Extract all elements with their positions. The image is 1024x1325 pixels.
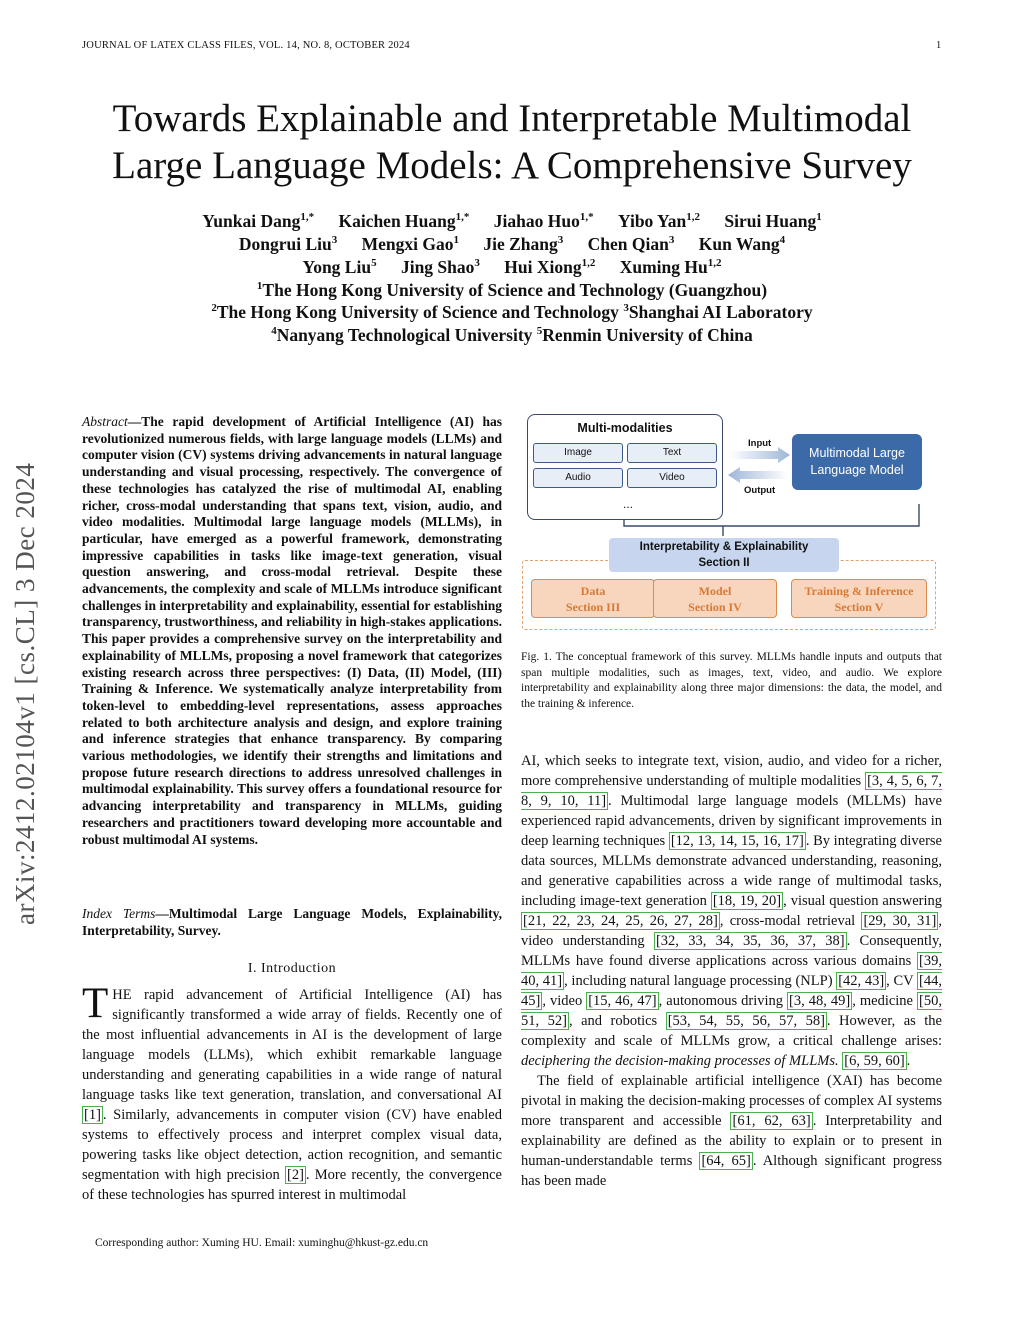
author: Kun Wang$^4$: [698, 233, 786, 254]
citation-link[interactable]: [29, 30, 31]: [863, 913, 937, 929]
author: Xuming Hu$^{1,2}$: [619, 256, 722, 277]
interpretability-box: Interpretability & Explainability Section II: [609, 538, 839, 572]
title-line-1: Towards Explainable and Interpretable Multimodal: [112, 97, 912, 140]
affiliation-4-5: $^4$Nanyang Technological University $^5$Renmin University of China: [271, 324, 753, 345]
title-line-2: Large Language Models: A Comprehensive Survey: [112, 144, 912, 187]
corresponding-author-footnote: Corresponding author: Xuming HU. Email: xuminghu@hkust-gz.edu.cn: [95, 1237, 429, 1249]
affiliation-2-3: $^2$The Hong Kong University of Science and Technology $^3$Shanghai AI Laboratory: [211, 301, 813, 322]
author: Sirui Huang$^1$: [724, 210, 822, 231]
citation-link[interactable]: [44, 45]: [521, 973, 942, 1009]
author: Kaichen Huang$^{1,*}$: [338, 210, 470, 231]
abstract: [82, 414, 502, 848]
author: Jie Zhang$^3$: [483, 233, 564, 254]
citation-link[interactable]: [3, 4, 5, 6, 7, 8, 9, 10, 11]: [521, 773, 942, 809]
citation-link[interactable]: [32, 33, 34, 35, 36, 37, 38]: [655, 933, 845, 949]
dropcap: T: [82, 980, 109, 1027]
training-inference-section-box: Training & Inference Section V: [791, 579, 927, 618]
section-heading-introduction: I. Introduction: [247, 961, 337, 976]
citation-link[interactable]: [2]: [286, 1167, 304, 1183]
citation-link[interactable]: [15, 46, 47]: [588, 993, 657, 1009]
author: Mengxi Gao$^1$: [361, 233, 459, 254]
modality-image: Image: [533, 443, 623, 463]
arxiv-stamp: arXiv:2412.02104v1 [cs.CL] 3 Dec 2024: [10, 462, 40, 925]
citation-link[interactable]: [53, 54, 55, 56, 57, 58]: [667, 1013, 825, 1029]
paper-title: [40, 95, 984, 189]
modality-video: Video: [627, 468, 717, 488]
paragraph: AI, which seeks to integrate text, vision, audio, and video for a richer, more comprehensive understanding of multiple modalities [3, 4, 5, 6, 7, 8, 9, 10, 11] . Multimodal large language models (MLLMs) have experienced rapid advancements, driven by significant improvements in deep learning techniques [12, 13, 14, 15, 16, 17] . By integrating diverse data sources, MLLMs demonstrate advanced understanding, reasoning, and generative capabilities across a wide range of multimodal tasks, including image-text generation [18, 19, 20] , visual question answering [21, 22, 23, 24, 25, 26, 27, 28] , cross-modal retrieval [29, 30, 31] , video understanding [32, 33, 34, 35, 36, 37, 38] . Consequently, MLLMs have found diverse applications across various domains [39, 40, 41] , including natural language processing (NLP) [42, 43] , CV [44, 45] , video [15, 46, 47] , autonomous driving [3, 48, 49] , medicine [50, 51, 52] , and robotics [53, 54, 55, 56, 57, 58] . However, as the complexity and scale of MLLMs grow, a critical challenge arises: deciphering the decision-making processes of MLLMs. [6, 59, 60] .: [521, 753, 942, 1069]
more-modalities: ...: [623, 497, 634, 511]
author: Dongrui Liu$^3$: [238, 233, 338, 254]
index-terms-text: —Multimodal Large Language Models, Explainability, Interpretability, Survey.: [82, 906, 502, 938]
multimodal-title: Multi-modalities: [577, 421, 673, 435]
citation-link[interactable]: [64, 65]: [701, 1153, 751, 1169]
paragraph: The field of explainable artificial intelligence (XAI) has become pivotal in making the decision-making processes of complex AI systems more transparent and accessible [61, 62, 63] . Interpretability and explainability are defined as the ability to explain or to present in human-understandable terms [64, 65] . Although significant progress has been made: [521, 1073, 942, 1189]
citation-link[interactable]: [3, 48, 49]: [789, 993, 851, 1009]
citation-link[interactable]: [18, 19, 20]: [712, 893, 782, 909]
figure-1-framework: [520, 408, 942, 633]
author: Yong Liu$^5$: [302, 256, 377, 277]
citation-link[interactable]: [1]: [84, 1107, 101, 1123]
modality-audio: Audio: [533, 468, 623, 488]
output-label: Output: [744, 485, 776, 496]
citation-link[interactable]: [42, 43]: [838, 973, 885, 989]
data-section-box: Data Section III: [531, 579, 655, 618]
modality-text: Text: [627, 443, 717, 463]
io-arrows: [726, 446, 792, 488]
citation-link[interactable]: [21, 22, 23, 24, 25, 26, 27, 28]: [523, 913, 718, 929]
author: Jing Shao$^3$: [400, 256, 480, 277]
author: Hui Xiong$^{1,2}$: [504, 256, 596, 277]
affiliation-1: $^1$The Hong Kong University of Science and Technology (Guangzhou): [256, 279, 768, 300]
figure-caption: Fig. 1. The conceptual framework of this survey. MLLMs handle inputs and outputs that span multiple modalities, such as images, text, video, and audio. We explore interpretability and explainability along three major dimensions: the data, the model, and the training & inference.: [521, 651, 942, 710]
right-column-text: [521, 751, 942, 1191]
citation-link[interactable]: [6, 59, 60]: [844, 1053, 905, 1069]
introduction-paragraph: THE rapid advancement of Artificial Intelligence (AI) has significantly transformed a wide array of fields. Recently one of the most influential advancements in AI is the development of large language models (LLMs), which exhibit remarkable language understanding and generating capabilities in a wide range of natural language tasks like text generation, translation, and conversational AI [1] . Similarly, advancements in computer vision (CV) have enabled systems to effectively process and interpret complex visual data, powering tasks like object detection, action recognition, and semantic segmentation with high precision [2] . More recently, the convergence of these technologies has spurred interest in multimodal: [82, 980, 502, 1203]
running-header: JOURNAL OF LATEX CLASS FILES, VOL. 14, NO. 8, OCTOBER 2024: [82, 40, 410, 51]
citation-link[interactable]: [61, 62, 63]: [732, 1113, 811, 1129]
author: Chen Qian$^3$: [587, 233, 675, 254]
index-terms-label: Index Terms: [82, 906, 156, 921]
citation-link[interactable]: [39, 40, 41]: [521, 953, 942, 989]
index-terms: [82, 906, 502, 939]
page-number: 1: [936, 40, 942, 51]
citation-link[interactable]: [12, 13, 14, 15, 16, 17]: [670, 833, 804, 849]
author: Yibo Yan$^{1,2}$: [617, 210, 700, 231]
abstract-label: Abstract: [82, 414, 128, 429]
input-label: Input: [748, 438, 772, 449]
mllm-box: Multimodal Large Language Model: [792, 434, 922, 490]
author: Jiahao Huo$^{1,*}$: [493, 210, 594, 231]
author: Yunkai Dang$^{1,*}$: [202, 210, 315, 231]
abstract-text: —The rapid development of Artificial Intelligence (AI) has revolutionized numerous fields, with large language models (LLMs) and computer vision (CV) systems driving advancements in natural language understanding and visual processing, respectively. The convergence of these technologies has catalyzed the rise of multimodal AI, enabling richer, cross-modal understanding that spans text, vision, audio, and video modalities. Multimodal large language models (MLLMs), in particular, have emerged as a powerful framework, demonstrating impressive capabilities in tasks like image-text generation, visual question answering, and cross-modal retrieval. Despite these advancements, the complexity and scale of MLLMs introduce significant challenges in interpretability and explainability, essential for establishing transparency, trustworthiness, and reliability in high-stakes applications. This paper provides a comprehensive survey on the interpretability and explainability of MLLMs, proposing a novel framework that categorizes existing research across three perspectives: (I) Data, (II) Model, (III) Training & Inference. We systematically analyze interpretability from token-level to embedding-level representations, assess approaches related to both architecture analysis and design, and explore training and inference strategies that enhance transparency. By comparing various methodologies, we identify their strengths and limitations and propose future research directions to address unresolved challenges in multimodal explainability. This survey offers a foundational resource for advancing interpretability and transparency in MLLMs, guiding researchers and practitioners toward developing more accountable and robust multimodal AI systems.: [82, 414, 502, 847]
model-section-box: Model Section IV: [653, 579, 777, 618]
citation-link[interactable]: [50, 51, 52]: [521, 993, 942, 1029]
